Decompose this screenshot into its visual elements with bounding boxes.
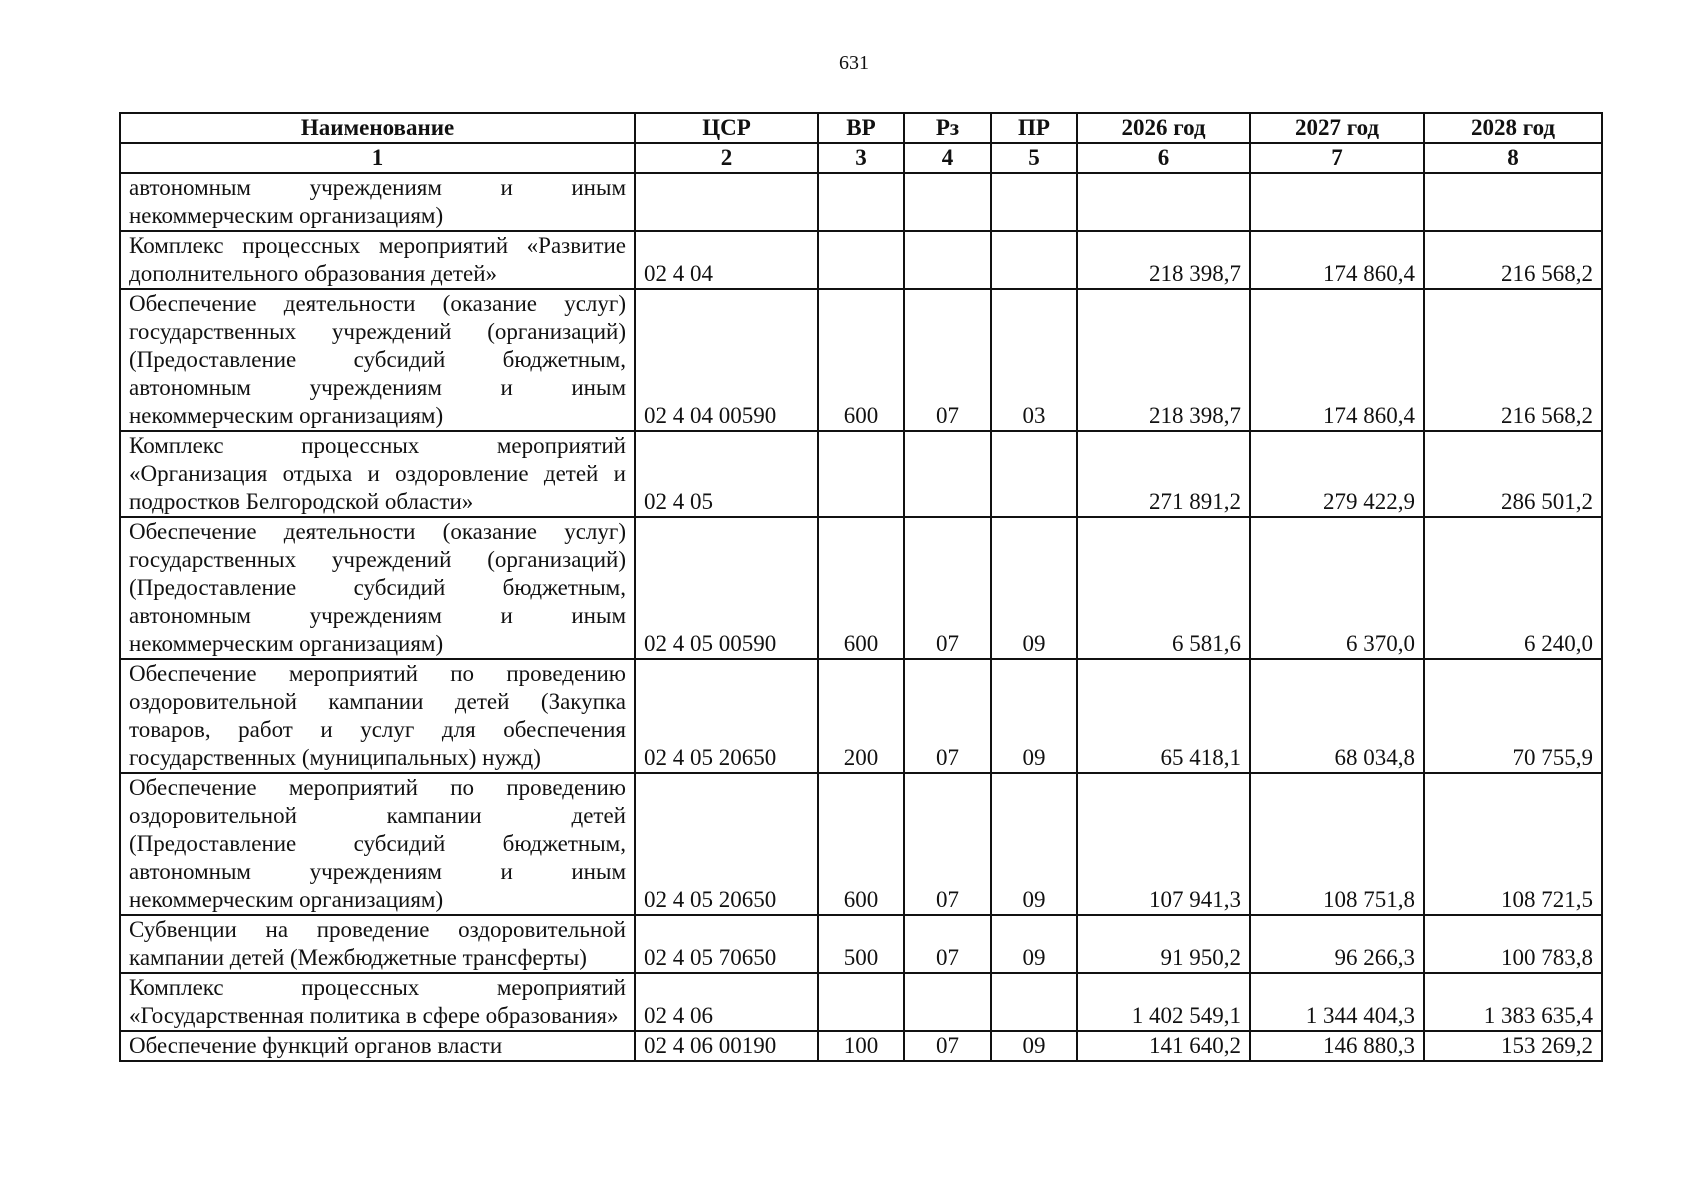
row-2028: 286 501,2 (1424, 431, 1602, 517)
row-2027 (1250, 173, 1424, 231)
row-rz (904, 973, 991, 1031)
row-rz: 07 (904, 289, 991, 431)
row-name: Субвенции на проведение оздоровительной кампании детей (Межбюджетные трансферты) (120, 915, 635, 973)
row-2028: 70 755,9 (1424, 659, 1602, 773)
row-csr: 02 4 05 20650 (635, 773, 818, 915)
row-2028 (1424, 173, 1602, 231)
table-row (120, 173, 1602, 231)
column-number: 7 (1250, 143, 1424, 173)
row-2026 (1077, 173, 1250, 231)
row-pr (991, 173, 1077, 231)
row-name: Обеспечение функций органов власти (120, 1031, 635, 1061)
row-2027: 174 860,4 (1250, 231, 1424, 289)
row-vr (818, 231, 904, 289)
column-number: 3 (818, 143, 904, 173)
row-2027: 146 880,3 (1250, 1031, 1424, 1061)
column-header-2028: 2028 год (1424, 113, 1602, 143)
row-name: Обеспечение мероприятий по проведению оздоровительной кампании детей (Закупка товаров, работ и услуг для обеспечения государственных (муниципальных) нужд) (120, 659, 635, 773)
table-row (120, 1031, 1602, 1061)
row-2028: 6 240,0 (1424, 517, 1602, 659)
column-number: 5 (991, 143, 1077, 173)
row-2028: 216 568,2 (1424, 231, 1602, 289)
table-row (120, 231, 1602, 289)
row-rz: 07 (904, 517, 991, 659)
row-2026: 218 398,7 (1077, 231, 1250, 289)
header-row (120, 113, 1602, 143)
row-pr (991, 973, 1077, 1031)
table-row (120, 517, 1602, 659)
row-rz: 07 (904, 915, 991, 973)
row-csr: 02 4 06 00190 (635, 1031, 818, 1061)
row-pr: 09 (991, 517, 1077, 659)
column-header-2026: 2026 год (1077, 113, 1250, 143)
row-2026: 65 418,1 (1077, 659, 1250, 773)
row-csr: 02 4 05 20650 (635, 659, 818, 773)
column-number-row (120, 143, 1602, 173)
table-row (120, 431, 1602, 517)
row-name: Комплекс процессных мероприятий «Государственная политика в сфере образования» (120, 973, 635, 1031)
row-2026: 6 581,6 (1077, 517, 1250, 659)
row-vr: 500 (818, 915, 904, 973)
row-csr: 02 4 05 70650 (635, 915, 818, 973)
row-vr: 200 (818, 659, 904, 773)
row-pr: 03 (991, 289, 1077, 431)
row-2027: 279 422,9 (1250, 431, 1424, 517)
row-vr: 600 (818, 289, 904, 431)
column-header-name: Наименование (120, 113, 635, 143)
table-row (120, 915, 1602, 973)
table-row (120, 773, 1602, 915)
row-vr (818, 973, 904, 1031)
row-2027: 1 344 404,3 (1250, 973, 1424, 1031)
row-2027: 68 034,8 (1250, 659, 1424, 773)
row-vr: 100 (818, 1031, 904, 1061)
row-pr: 09 (991, 1031, 1077, 1061)
budget-table (119, 112, 1603, 1062)
row-2026: 218 398,7 (1077, 289, 1250, 431)
column-header-rz: Рз (904, 113, 991, 143)
table-row (120, 289, 1602, 431)
row-2028: 108 721,5 (1424, 773, 1602, 915)
row-rz (904, 431, 991, 517)
row-vr (818, 173, 904, 231)
row-rz: 07 (904, 773, 991, 915)
column-number: 6 (1077, 143, 1250, 173)
row-2026: 1 402 549,1 (1077, 973, 1250, 1031)
row-2026: 271 891,2 (1077, 431, 1250, 517)
row-csr: 02 4 06 (635, 973, 818, 1031)
table-row (120, 973, 1602, 1031)
row-pr: 09 (991, 773, 1077, 915)
table-row (120, 659, 1602, 773)
row-2027: 108 751,8 (1250, 773, 1424, 915)
row-pr: 09 (991, 659, 1077, 773)
row-csr: 02 4 04 (635, 231, 818, 289)
column-number: 8 (1424, 143, 1602, 173)
column-number: 2 (635, 143, 818, 173)
column-header-vr: ВР (818, 113, 904, 143)
row-name: Обеспечение деятельности (оказание услуг) государственных учреждений (организаций) (Предоставление субсидий бюджетным, автономным учреждениям и иным некоммерческим организациям) (120, 517, 635, 659)
row-name: Комплекс процессных мероприятий «Развитие дополнительного образования детей» (120, 231, 635, 289)
column-number: 1 (120, 143, 635, 173)
row-name: Комплекс процессных мероприятий «Организация отдыха и оздоровление детей и подростков Белгородской области» (120, 431, 635, 517)
row-2026: 141 640,2 (1077, 1031, 1250, 1061)
row-rz (904, 173, 991, 231)
row-name: Обеспечение мероприятий по проведению оздоровительной кампании детей (Предоставление субсидий бюджетным, автономным учреждениям и иным некоммерческим организациям) (120, 773, 635, 915)
row-2028: 216 568,2 (1424, 289, 1602, 431)
row-pr (991, 231, 1077, 289)
row-vr: 600 (818, 517, 904, 659)
column-header-2027: 2027 год (1250, 113, 1424, 143)
row-name: автономным учреждениям и иным некоммерческим организациям) (120, 173, 635, 231)
row-csr: 02 4 05 00590 (635, 517, 818, 659)
row-name: Обеспечение деятельности (оказание услуг) государственных учреждений (организаций) (Предоставление субсидий бюджетным, автономным учреждениям и иным некоммерческим организациям) (120, 289, 635, 431)
column-header-pr: ПР (991, 113, 1077, 143)
row-rz: 07 (904, 1031, 991, 1061)
row-csr (635, 173, 818, 231)
row-vr (818, 431, 904, 517)
row-2026: 91 950,2 (1077, 915, 1250, 973)
row-pr: 09 (991, 915, 1077, 973)
row-2027: 174 860,4 (1250, 289, 1424, 431)
row-2028: 1 383 635,4 (1424, 973, 1602, 1031)
row-2028: 153 269,2 (1424, 1031, 1602, 1061)
column-header-csr: ЦСР (635, 113, 818, 143)
row-2027: 96 266,3 (1250, 915, 1424, 973)
column-number: 4 (904, 143, 991, 173)
row-2028: 100 783,8 (1424, 915, 1602, 973)
row-rz (904, 231, 991, 289)
row-2026: 107 941,3 (1077, 773, 1250, 915)
row-2027: 6 370,0 (1250, 517, 1424, 659)
row-pr (991, 431, 1077, 517)
row-csr: 02 4 04 00590 (635, 289, 818, 431)
page-number: 631 (839, 52, 869, 74)
row-vr: 600 (818, 773, 904, 915)
row-rz: 07 (904, 659, 991, 773)
row-csr: 02 4 05 (635, 431, 818, 517)
